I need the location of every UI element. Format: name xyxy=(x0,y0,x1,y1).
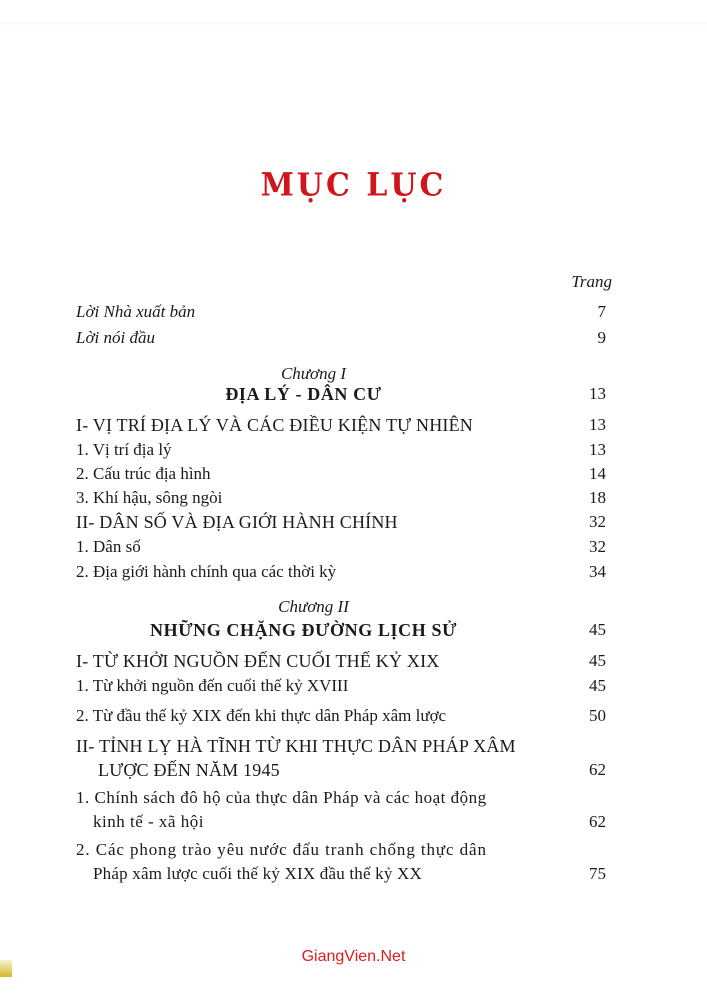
toc-item-label: 1. Vị trí địa lý xyxy=(76,440,172,459)
toc-entry-publisher-note xyxy=(76,300,606,324)
chapter-title xyxy=(76,382,606,406)
chapter-label: Chương I xyxy=(280,364,347,383)
toc-item-label-line2: kinh tế - xã hội xyxy=(93,812,204,831)
scan-corner-mark xyxy=(0,960,12,977)
toc-section xyxy=(76,649,606,673)
toc-entry-label: Lời nói đầu xyxy=(76,328,155,347)
toc-item-page: 18 xyxy=(589,488,606,507)
toc-section-label: I- TỪ KHỞI NGUỒN ĐẾN CUỐI THẾ KỶ XIX xyxy=(76,651,440,671)
chapter-label: Chương II xyxy=(278,597,349,616)
chapter-title-text: ĐỊA LÝ - DÂN CƯ xyxy=(225,384,382,404)
toc-item xyxy=(76,462,606,486)
toc-item-label xyxy=(76,838,531,886)
toc-section-page: 32 xyxy=(589,512,606,531)
toc-item xyxy=(76,786,606,834)
toc-item-label xyxy=(76,786,531,834)
toc-section-label: II- DÂN SỐ VÀ ĐỊA GIỚI HÀNH CHÍNH xyxy=(76,512,398,532)
toc-entry-foreword xyxy=(76,326,606,350)
toc-item-page: 32 xyxy=(589,537,606,556)
toc-item-page: 50 xyxy=(589,706,606,725)
toc-item xyxy=(76,535,606,559)
chapter-page: 13 xyxy=(589,384,606,403)
toc-item-page: 14 xyxy=(589,464,606,483)
toc-item-page: 45 xyxy=(589,676,606,695)
toc-item xyxy=(76,486,606,510)
toc-item-label-line2: Pháp xâm lược cuối thế kỷ XIX đầu thế kỷ XX xyxy=(93,864,422,883)
toc-item-label-line1: 2. Các phong trào yêu nước đấu tranh chống thực dân xyxy=(76,840,487,859)
toc-item-label: 2. Địa giới hành chính qua các thời kỳ xyxy=(76,562,337,581)
toc-item xyxy=(76,674,606,698)
page-title: MỤC LỤC xyxy=(260,167,447,204)
toc-item xyxy=(76,838,606,886)
toc-item-label-line1: 1. Chính sách đô hộ của thực dân Pháp và các hoạt động xyxy=(76,788,487,807)
toc-section-label: I- VỊ TRÍ ĐỊA LÝ VÀ CÁC ĐIỀU KIỆN TỰ NHIÊN xyxy=(76,415,473,435)
chapter-title-text: NHỮNG CHẶNG ĐƯỜNG LỊCH SỬ xyxy=(150,620,457,640)
toc-section xyxy=(76,734,606,782)
toc-item-page: 75 xyxy=(589,864,606,883)
toc-entry-page: 7 xyxy=(597,302,606,321)
toc-section-label xyxy=(76,734,531,782)
toc-section xyxy=(76,413,606,437)
toc-section-page: 45 xyxy=(589,651,606,670)
toc-item xyxy=(76,704,606,728)
toc-item-label: 1. Từ khởi nguồn đến cuối thế kỷ XVIII xyxy=(76,676,349,695)
toc-item-page: 34 xyxy=(589,562,606,581)
toc-section-label-line1: II- TỈNH LỴ HÀ TĨNH TỪ KHI THỰC DÂN PHÁP XÂM xyxy=(76,736,516,756)
toc-section-label-line2: LƯỢC ĐẾN NĂM 1945 xyxy=(98,760,280,780)
chapter-title xyxy=(76,618,606,642)
toc-entry-label: Lời Nhà xuất bản xyxy=(76,302,196,321)
toc-item xyxy=(76,438,606,462)
toc-entry-page: 9 xyxy=(597,328,606,347)
toc-item-page: 62 xyxy=(589,812,606,831)
watermark-text: GiangVien.Net xyxy=(301,948,406,965)
toc-item-label: 1. Dân số xyxy=(76,537,141,556)
toc-item-label: 2. Cấu trúc địa hình xyxy=(76,464,211,483)
toc-section xyxy=(76,510,606,534)
toc-item-label: 2. Từ đầu thế kỷ XIX đến khi thực dân Pháp xâm lược xyxy=(76,706,447,725)
toc-section-page: 62 xyxy=(589,760,606,779)
toc-item-page: 13 xyxy=(589,440,606,459)
toc-item xyxy=(76,560,606,584)
page-column-header: Trang xyxy=(571,272,612,291)
toc-item-label: 3. Khí hậu, sông ngòi xyxy=(76,488,223,507)
page-edge-shadow xyxy=(0,22,707,28)
toc-section-page: 13 xyxy=(589,415,606,434)
chapter-page: 45 xyxy=(589,620,606,639)
